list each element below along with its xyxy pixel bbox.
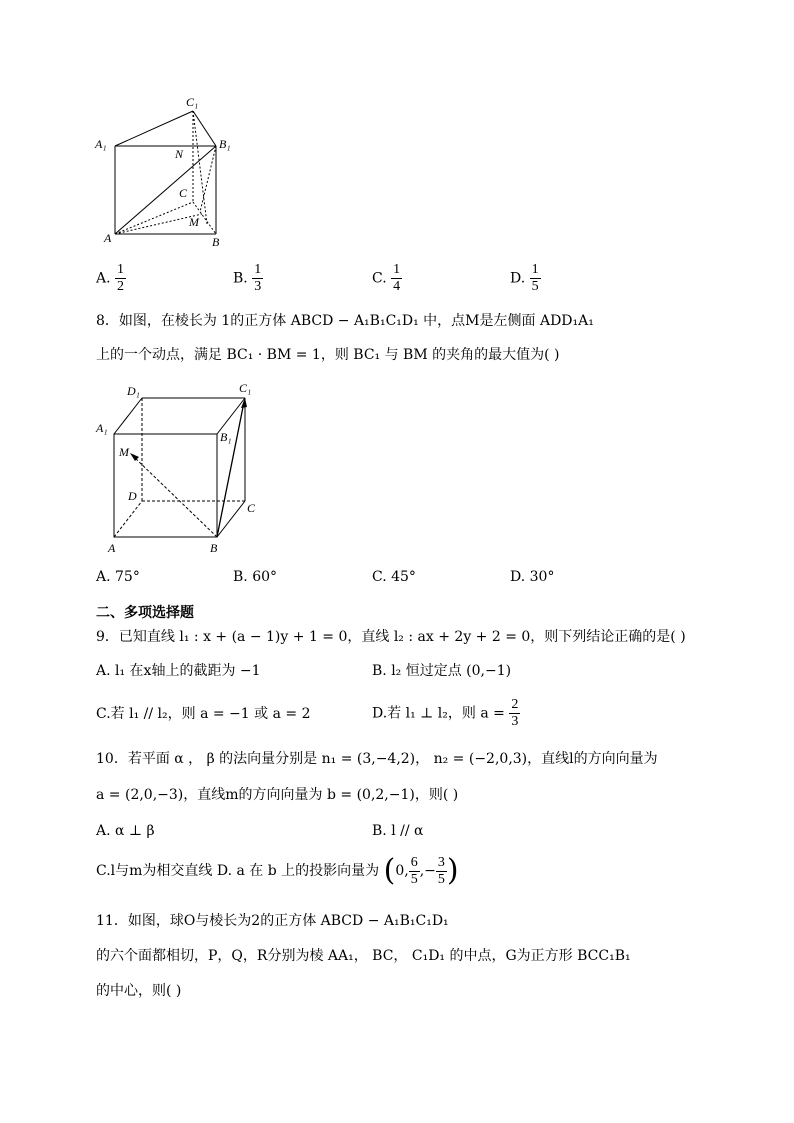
q11-stem-line1: 11．如图，球O与棱长为2的正方体 ABCD − A₁B₁C₁D₁ xyxy=(96,913,449,929)
q8-label-b: B xyxy=(210,541,218,555)
q10-stem-line2: a = (2,0,−3)，直线m的方向向量为 b = (0,2,−1)，则( ) xyxy=(96,787,459,803)
q7-option-fraction: $\frac{1}{2}$ xyxy=(117,262,125,294)
q8-stem-line1: 8．如图，在棱长为 1的正方体 ABCD − A₁B₁C₁D₁ 中，点M是左侧面 ADD₁A₁ xyxy=(96,313,594,329)
q10-stem-line1: 10．若平面 α ， β 的法向量分别是 n₁ = (3,−4,2)， n₂ = (−2,0,3)，直线l的方向向量为 xyxy=(96,751,658,767)
q8-label-a: A xyxy=(108,541,116,555)
q8-label-m: M xyxy=(119,445,129,459)
q7-option-fraction: $\frac{1}{4}$ xyxy=(393,262,401,294)
q9-option-d xyxy=(372,697,520,730)
q7-option-letter: A. xyxy=(96,270,111,287)
q10-option-cd xyxy=(96,853,459,889)
q7-option-fraction: $\frac{1}{5}$ xyxy=(531,262,539,294)
q10-projection-vector: ( 0, $\frac{6}{5}$ ,− $\frac{3}{5}$ ) xyxy=(383,853,459,888)
q8-option-a: A. 75° xyxy=(96,569,140,585)
q9-option-d-text: D.若 l₁ ⊥ l₂，则 a = xyxy=(372,705,505,722)
q8-stem-line2: 上的一个动点，满足 BC₁ · BM = 1，则 BC₁ 与 BM 的夹角的最大值为( ) xyxy=(96,347,560,363)
q7-label-a1: A₁ xyxy=(95,137,107,151)
q9-option-d-fraction: $\frac{2}{3}$ xyxy=(511,697,519,729)
q11-stem-line2: 的六个面都相切，P，Q，R分别为棱 AA₁， BC， C₁D₁ 的中点，G为正方形 BCC₁B₁ xyxy=(96,948,631,964)
q7-option-letter: C. xyxy=(372,270,387,287)
q7-option-fraction: $\frac{1}{3}$ xyxy=(254,262,262,294)
q7-label-m: M xyxy=(189,215,199,229)
q8-figure xyxy=(92,378,272,558)
q8-option-d: D. 30° xyxy=(510,569,555,585)
q7-label-b: B xyxy=(212,235,220,249)
q9-option-a: A. l₁ 在x轴上的截距为 −1 xyxy=(96,663,261,679)
q8-label-d: D xyxy=(128,489,137,503)
q9-stem: 9．已知直线 l₁ : x + (a − 1)y + 1 = 0，直线 l₂ : ax + 2y + 2 = 0，则下列结论正确的是( ) xyxy=(96,629,686,645)
q7-label-c1: C₁ xyxy=(186,95,199,109)
q7-option-d xyxy=(510,262,541,295)
q10-option-cd-text: C.l与m为相交直线 D. a 在 b 上的投影向量为 xyxy=(96,863,380,879)
q7-prism-diagram xyxy=(90,92,240,252)
q9-option-b: B. l₂ 恒过定点 (0,−1) xyxy=(372,663,512,679)
q10-option-b: B. l // α xyxy=(372,823,424,839)
q8-label-d1: D₁ xyxy=(127,384,140,398)
q7-option-letter: B. xyxy=(233,270,248,287)
q8-option-c: C. 45° xyxy=(372,569,416,585)
q7-option-b xyxy=(233,262,263,295)
q10-option-a: A. α ⊥ β xyxy=(96,823,155,839)
q8-cube-diagram xyxy=(92,378,272,558)
q7-option-c xyxy=(372,262,402,295)
q7-label-c: C xyxy=(179,186,188,200)
q7-option-letter: D. xyxy=(510,270,526,287)
q8-label-c1: C₁ xyxy=(239,381,252,395)
q7-figure xyxy=(90,92,240,252)
q7-label-a: A xyxy=(104,231,112,245)
q11-stem-line3: 的中心，则( ) xyxy=(96,983,182,999)
section-heading: 二、多项选择题 xyxy=(96,605,194,621)
q8-label-a1: A₁ xyxy=(96,421,108,435)
q7-label-n: N xyxy=(175,147,184,161)
q7-option-a xyxy=(96,262,126,295)
q7-label-b1: B₁ xyxy=(219,137,231,151)
q8-label-c: C xyxy=(247,501,256,515)
q9-option-c: C.若 l₁ // l₂，则 a = −1 或 a = 2 xyxy=(96,706,311,722)
q8-label-b1: B₁ xyxy=(220,430,232,444)
q8-option-b: B. 60° xyxy=(233,569,278,585)
